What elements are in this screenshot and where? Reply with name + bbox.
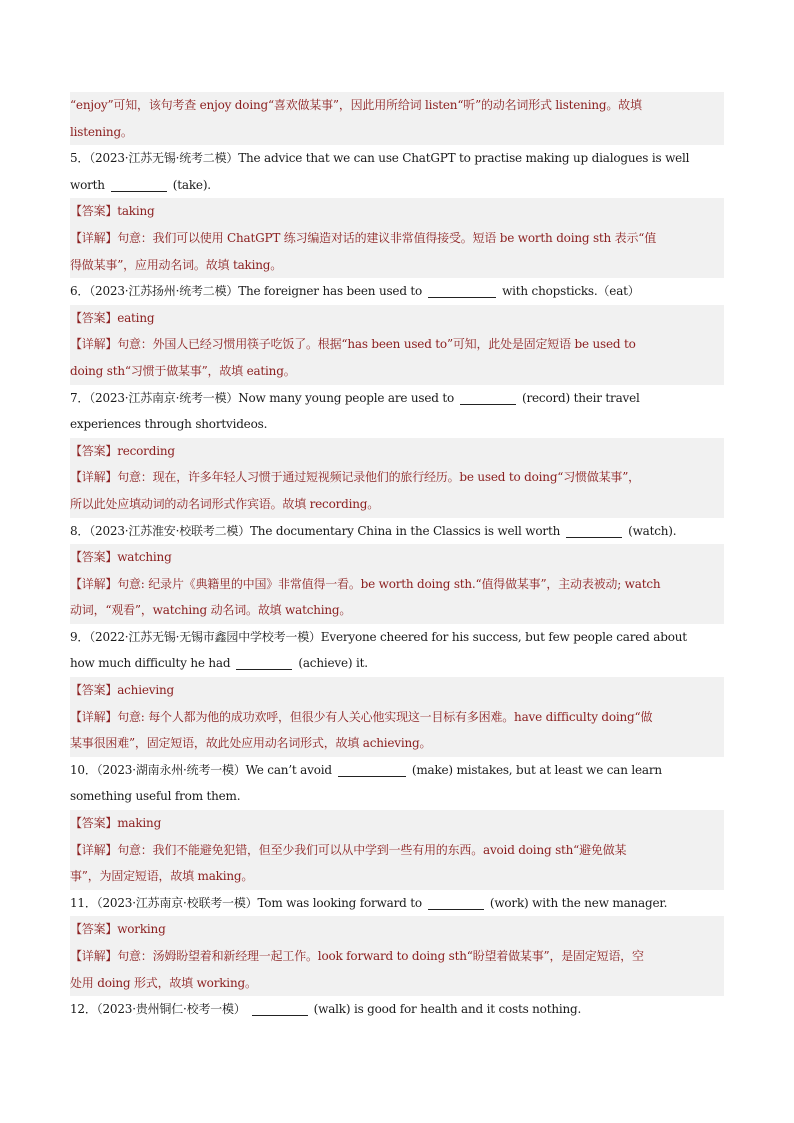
line-text: 【答案】taking — [70, 204, 155, 219]
line-text: 【答案】achieving — [70, 683, 174, 698]
line-text: 5．（2023·江苏无锡·统考二模）The advice that we can use ChatGPT to practise making up dialogues is well — [70, 151, 690, 166]
explanation-line — [70, 358, 724, 385]
question-line — [70, 996, 724, 1023]
explanation-line — [70, 730, 724, 757]
line-text: 所以此处应填动词的动名词形式作宾语。故填 recording。 — [70, 496, 380, 511]
question-text: 7．（2023·江苏南京·统考一模）Now many young people are used to — [70, 390, 455, 405]
line-text: 【详解】句意：现在，许多年轻人习惯于通过短视频记录他们的旅行经历。be used to doing“习惯做某事”， — [70, 470, 640, 485]
question-text: (take). — [172, 177, 211, 192]
question-text: 11．（2023·江苏南京·校联考一模）Tom was looking forward to — [70, 895, 422, 910]
question-text: (watch). — [628, 523, 677, 538]
line-text: “enjoy”可知，该句考查 enjoy doing“喜欢做某事”，因此用所给词 listen“听”的动名词形式 listening。故填 — [70, 98, 642, 112]
line-text: 【答案】eating — [70, 310, 155, 325]
answer-line — [70, 916, 724, 943]
question-text: (record) their travel — [522, 390, 640, 405]
answer-line — [70, 305, 724, 332]
line-text: 9．（2022·江苏无锡·无锡市鑫园中学校考一模）Everyone cheered for his success, but few people cared about — [70, 629, 687, 644]
line-text: 处用 doing 形式，故填 working。 — [70, 975, 257, 990]
answer-blank — [428, 284, 496, 298]
line-text: 【答案】working — [70, 922, 166, 937]
question-text: (make) mistakes, but at least we can learn — [411, 762, 662, 777]
line-text: 【详解】句意: 纪录片《典籍里的中国》非常值得一看。be worth doing sth.“值得做某事”，主动表被动; watch — [70, 576, 661, 591]
question-text: 10．（2023·湖南永州·统考一模）We can’t avoid — [70, 762, 332, 777]
question-text: 8．（2023·江苏淮安·校联考二模）The documentary China in the Classics is well worth — [70, 523, 561, 538]
explanation-line — [70, 331, 724, 358]
explanation-line — [70, 597, 724, 624]
line-text: 【详解】句意：外国人已经习惯用筷子吃饭了。根据“has been used to”可知，此处是固定短语 be used to — [70, 337, 636, 352]
line-text: doing sth“习惯于做某事”，故填 eating。 — [70, 363, 296, 378]
explanation-line — [70, 943, 724, 970]
question-line — [70, 783, 724, 810]
explanation-line — [70, 92, 724, 119]
line-text: 得做某事”，应用动名词。故填 taking。 — [70, 257, 283, 272]
line-text: 【详解】句意：汤姆盼望着和新经理一起工作。look forward to doing sth“盼望着做某事”，是固定短语，空 — [70, 949, 644, 963]
answer-blank — [252, 1002, 308, 1016]
question-line — [70, 278, 724, 305]
answer-blank — [460, 391, 516, 405]
question-text: (walk) is good for health and it costs nothing. — [313, 1002, 582, 1017]
question-text: (achieve) it. — [298, 656, 368, 671]
answer-line — [70, 810, 724, 837]
answer-blank — [111, 178, 167, 192]
question-line — [70, 650, 724, 677]
line-text: 【答案】watching — [70, 550, 172, 565]
line-text: 动词，“观看”，watching 动名词。故填 watching。 — [70, 603, 352, 618]
line-text: listening。 — [70, 124, 133, 139]
question-text: with chopsticks.（eat） — [502, 284, 640, 299]
explanation-line — [70, 571, 724, 598]
explanation-line — [70, 863, 724, 890]
question-text: worth — [70, 177, 105, 192]
explanation-line — [70, 837, 724, 864]
explanation-line — [70, 119, 724, 146]
question-line — [70, 385, 724, 412]
answer-line — [70, 544, 724, 571]
exercise-content — [70, 92, 724, 1023]
explanation-line — [70, 491, 724, 518]
line-text: 【详解】句意：我们不能避免犯错，但至少我们可以从中学到一些有用的东西。avoid doing sth“避免做某 — [70, 842, 627, 857]
line-text: 某事很困难”，固定短语，故此处应用动名词形式，故填 achieving。 — [70, 736, 432, 751]
question-line — [70, 518, 724, 545]
question-text: (work) with the new manager. — [489, 895, 668, 910]
line-text: 【详解】句意：我们可以使用 ChatGPT 练习编造对话的建议非常值得接受。短语 be worth doing sth 表示“值 — [70, 230, 657, 245]
line-text: experiences through shortvideos. — [70, 417, 268, 432]
question-line — [70, 624, 724, 651]
explanation-line — [70, 970, 724, 997]
answer-blank — [566, 524, 622, 538]
answer-blank — [236, 656, 292, 670]
answer-blank — [338, 763, 406, 777]
answer-line — [70, 438, 724, 465]
line-text: 【答案】making — [70, 816, 162, 831]
question-line — [70, 145, 724, 172]
line-text: 事”，为固定短语，故填 making。 — [70, 869, 254, 884]
line-text: something useful from them. — [70, 789, 241, 804]
line-text: 【答案】recording — [70, 443, 175, 458]
question-text: 12．（2023·贵州铜仁·校考一模） — [70, 1002, 246, 1017]
question-text: 6．（2023·江苏扬州·统考二模）The foreigner has been used to — [70, 284, 423, 299]
question-text: how much difficulty he had — [70, 656, 231, 671]
answer-line — [70, 198, 724, 225]
question-line — [70, 757, 724, 784]
explanation-line — [70, 464, 724, 491]
explanation-line — [70, 252, 724, 279]
question-line — [70, 890, 724, 917]
answer-blank — [428, 896, 484, 910]
question-line — [70, 411, 724, 438]
explanation-line — [70, 225, 724, 252]
answer-line — [70, 677, 724, 704]
question-line — [70, 172, 724, 199]
line-text: 【详解】句意: 每个人都为他的成功欢呼，但很少有人关心他实现这一目标有多困难。have difficulty doing“做 — [70, 709, 653, 724]
explanation-line — [70, 704, 724, 731]
